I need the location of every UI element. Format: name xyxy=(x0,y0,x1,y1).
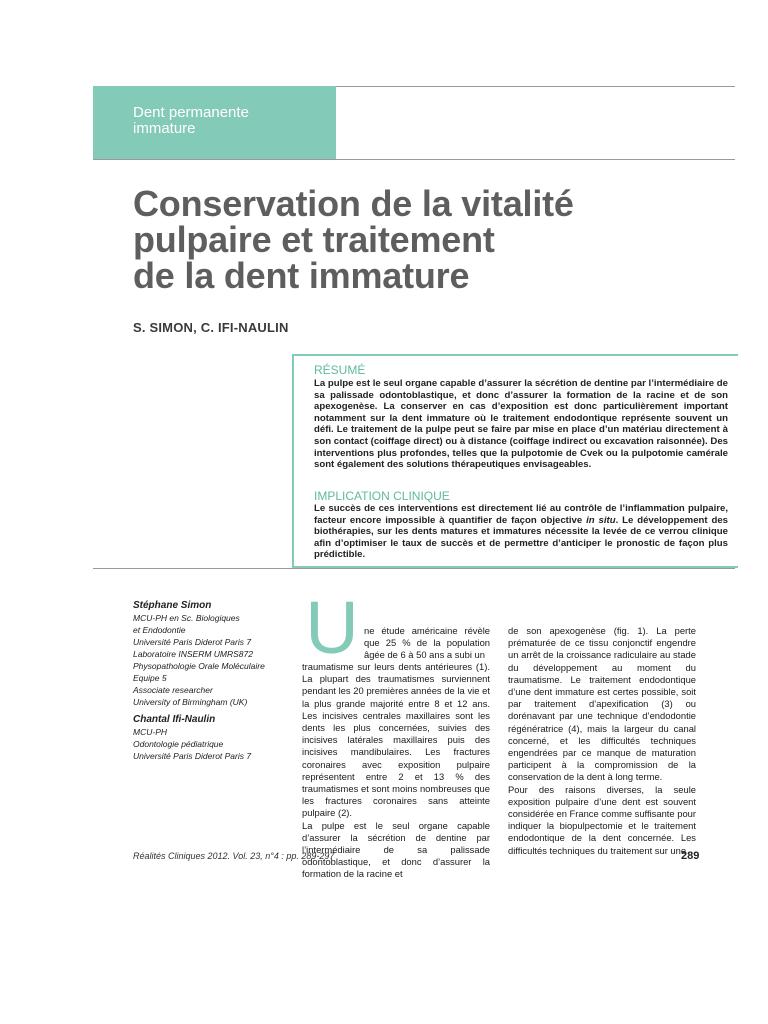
implication-text xyxy=(314,503,728,561)
body-col1-para1: traumatisme sur leurs dents antérieures (1). La plupart des traumatismes surviennent pendant les 20 premières années de la vie et la plus grande majorité entre 8 et 12 ans. Les incisives centrales maxillaires sont les dents les plus concernées, suivies des incisives latérales maxillaires puis des incisives mandibulaires. Les fractures coronaires avec exposition pulpaire représentent entre 2 et 13 % des traumatismes et sont moins nombreuses que les fractures coronaires sans atteinte pulpaire (2). xyxy=(302,661,490,819)
header-bottom-rule xyxy=(93,159,735,160)
article-title-line2: pulpaire et traitement xyxy=(133,219,495,260)
drop-cap: U xyxy=(305,586,359,669)
body-col2-para2: Pour des raisons diverses, la seule exposition pulpaire d’une dent est souvent considérée en France comme suffisante pour indiquer la biopulpectomie et le traitement endodontique de la dent concernée. Les difficultés techniques du traitement sur une xyxy=(508,783,696,856)
section-tag-line2: immature xyxy=(133,120,196,137)
author1-line: et Endodontie xyxy=(133,625,186,635)
article-authors: S. SIMON, C. IFI-NAULIN xyxy=(133,320,289,335)
resume-text: La pulpe est le seul organe capable d’assurer la sécrétion de dentine par l’intermédiaire de sa palissade odontoblastique, et donc d’assurer la formation de la racine et de son apexogenèse. La conserver en cas d’exposition est donc particulièrement important notamment sur la dent immature où le traitement endodontique représente souvent un défi. Le traitement de la pulpe peut se faire par mise en place d’un matériau directement à son contact (coiffage direct) ou à distance (coiffage indirect ou excavation raisonnée). Des interventions plus profondes, telles que la pulpotomie de Cvek ou la pulpotomie camérale sont également des solutions thérapeutiques envisageables. xyxy=(314,378,728,471)
section-tag xyxy=(93,86,336,159)
body-col1-intro: ne étude américaine révèle que 25 % de la population âgée de 6 à 50 ans a subi un xyxy=(364,625,490,661)
author2-line: Odontologie pédiatrique xyxy=(133,739,224,749)
body-col2-para1: de son apexogenèse (fig. 1). La perte prématurée de ce tissu conjonctif engendre un arrêt de la croissance radiculaire au stade du développement au moment du traumatisme. Le traitement endodontique d’une dent immature est certes possible, soit par traitement d’apexification (3) ou dorénavant par une technique d’endodontie régénératrice (4), mais la largeur du canal concerné, et les difficultés techniques engendrées par ce manque de maturation participent à la compromission de la conservation de la dent à long terme. xyxy=(508,625,696,783)
article-title xyxy=(133,183,693,296)
author1-line: Associate researcher xyxy=(133,685,213,695)
author1-line: Université Paris Diderot Paris 7 xyxy=(133,637,252,647)
author1-line: Physopathologie Orale Moléculaire xyxy=(133,661,265,671)
author2-line: MCU-PH xyxy=(133,727,167,737)
author2-name: Chantal Ifi-Naulin xyxy=(133,714,216,725)
implication-text-start: Le succès de ces interventions est directement lié au contrôle de l’inflammation pulpaire, facteur encore impossible à quantifier de façon objective xyxy=(314,503,728,526)
section-tag-label xyxy=(133,105,333,137)
author2-line: Université Paris Diderot Paris 7 xyxy=(133,751,252,761)
body-col1 xyxy=(302,661,490,881)
implication-heading: IMPLICATION CLINIQUE xyxy=(314,489,450,503)
article-title-line1: Conservation de la vitalité xyxy=(133,183,574,224)
resume-heading: RÉSUMÉ xyxy=(314,363,366,377)
body-col2 xyxy=(508,625,696,857)
abstract-box xyxy=(292,354,738,568)
author2-affiliation xyxy=(133,714,293,762)
implication-text-italic: in situ xyxy=(586,514,616,526)
article-title-line3: de la dent immature xyxy=(133,255,470,296)
author1-name: Stéphane Simon xyxy=(133,600,212,611)
author1-line: MCU-PH en Sc. Biologiques xyxy=(133,613,240,623)
footer-citation: Réalités Cliniques 2012. Vol. 23, n°4 : pp. 289-297 xyxy=(133,851,335,861)
author1-line: Laboratoire INSERM UMRS872 xyxy=(133,649,253,659)
author1-line: Equipe 5 xyxy=(133,673,167,683)
section-divider-rule xyxy=(93,568,735,569)
implication-text-end: . Le développement des biothérapies, sur les dents matures et immatures nécessite la levée de ce verrou clinique afin d’optimiser le taux de succès et de permettre d’anticiper le pronostic de façon plus prédictible. xyxy=(314,514,729,561)
page-number: 289 xyxy=(681,850,700,862)
body-col1-para2: La pulpe est le seul organe capable d’assurer la sécrétion de dentine par l’intermédiaire de sa palissade odontoblastique, et donc d’assurer la formation de la racine et xyxy=(302,819,490,880)
author1-line: University of Birmingham (UK) xyxy=(133,697,248,707)
section-tag-line1: Dent permanente xyxy=(133,104,249,121)
author1-affiliation xyxy=(133,600,293,708)
